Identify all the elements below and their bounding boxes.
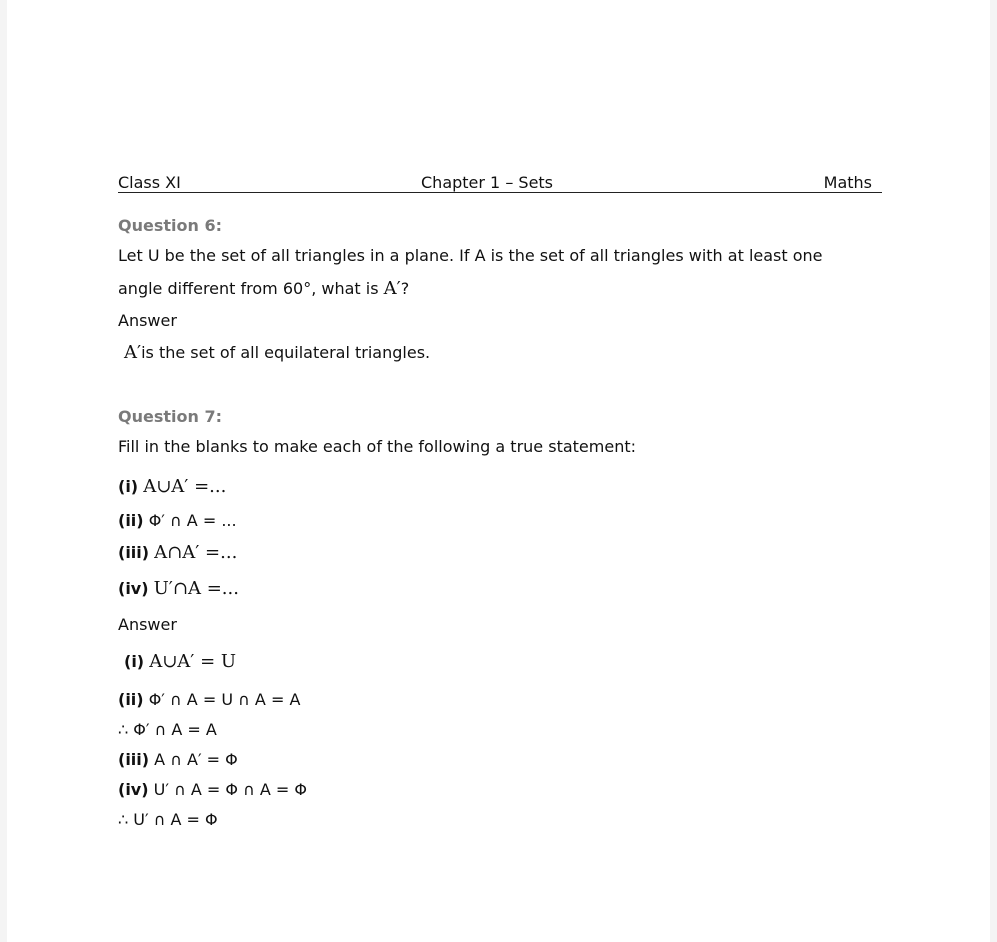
question-6-line-2-text: angle different from 60°, what is (118, 279, 384, 298)
answer-expression: ∴ U′ ∩ A = Φ (118, 810, 218, 829)
question-7-title: Question 7: (118, 407, 222, 426)
answer-i (124, 651, 236, 672)
answer-expression: U′ ∩ A = Φ ∩ A = Φ (153, 780, 307, 799)
answer-ii (118, 690, 300, 709)
header-class: Class XI (118, 173, 181, 192)
question-7-item-i (118, 476, 226, 497)
item-expression: U′∩A =... (153, 578, 239, 599)
item-number: (iv) (118, 579, 149, 598)
answer-number: (iv) (118, 780, 149, 799)
header-subject: Maths (823, 173, 872, 192)
a-complement-math: A′ (383, 278, 401, 299)
item-number: (i) (118, 477, 139, 496)
question-6-answer (124, 342, 430, 363)
answer-number: (i) (124, 652, 145, 671)
answer-expression: A ∩ A′ = Φ (154, 750, 238, 769)
a-complement-math: A′ (124, 342, 142, 363)
question-7-answer-label: Answer (118, 615, 177, 634)
answer-iii (118, 750, 238, 769)
question-7-item-iv (118, 578, 239, 599)
question-7-item-ii (118, 511, 237, 530)
item-number: (ii) (118, 511, 144, 530)
header-chapter: Chapter 1 – Sets (421, 173, 554, 192)
item-expression: Φ′ ∩ A = ... (148, 511, 237, 530)
document-page (7, 0, 990, 942)
question-6-answer-text: is the set of all equilateral triangles. (141, 343, 431, 362)
answer-iv (118, 780, 307, 799)
answer-expression: Φ′ ∩ A = U ∩ A = A (148, 690, 301, 709)
question-6-line-2-end: ? (400, 279, 410, 298)
page-header (118, 172, 882, 193)
item-expression: A∪A′ =... (143, 476, 227, 497)
question-6-line-1: Let U be the set of all triangles in a plane. If A is the set of all triangles with at least one (118, 246, 823, 265)
question-7-item-iii (118, 542, 237, 563)
answer-number: (ii) (118, 690, 144, 709)
answer-expression: A∪A′ = U (149, 651, 237, 672)
answer-ii-therefore (118, 720, 217, 739)
question-6-line-2 (118, 278, 409, 299)
answer-number: (iii) (118, 750, 150, 769)
item-number: (iii) (118, 543, 150, 562)
answer-iv-therefore (118, 810, 218, 829)
item-expression: A∩A′ =... (154, 542, 238, 563)
question-7-prompt: Fill in the blanks to make each of the following a true statement: (118, 437, 636, 456)
question-6-answer-label: Answer (118, 311, 177, 330)
question-6-title: Question 6: (118, 216, 222, 235)
answer-expression: ∴ Φ′ ∩ A = A (118, 720, 217, 739)
